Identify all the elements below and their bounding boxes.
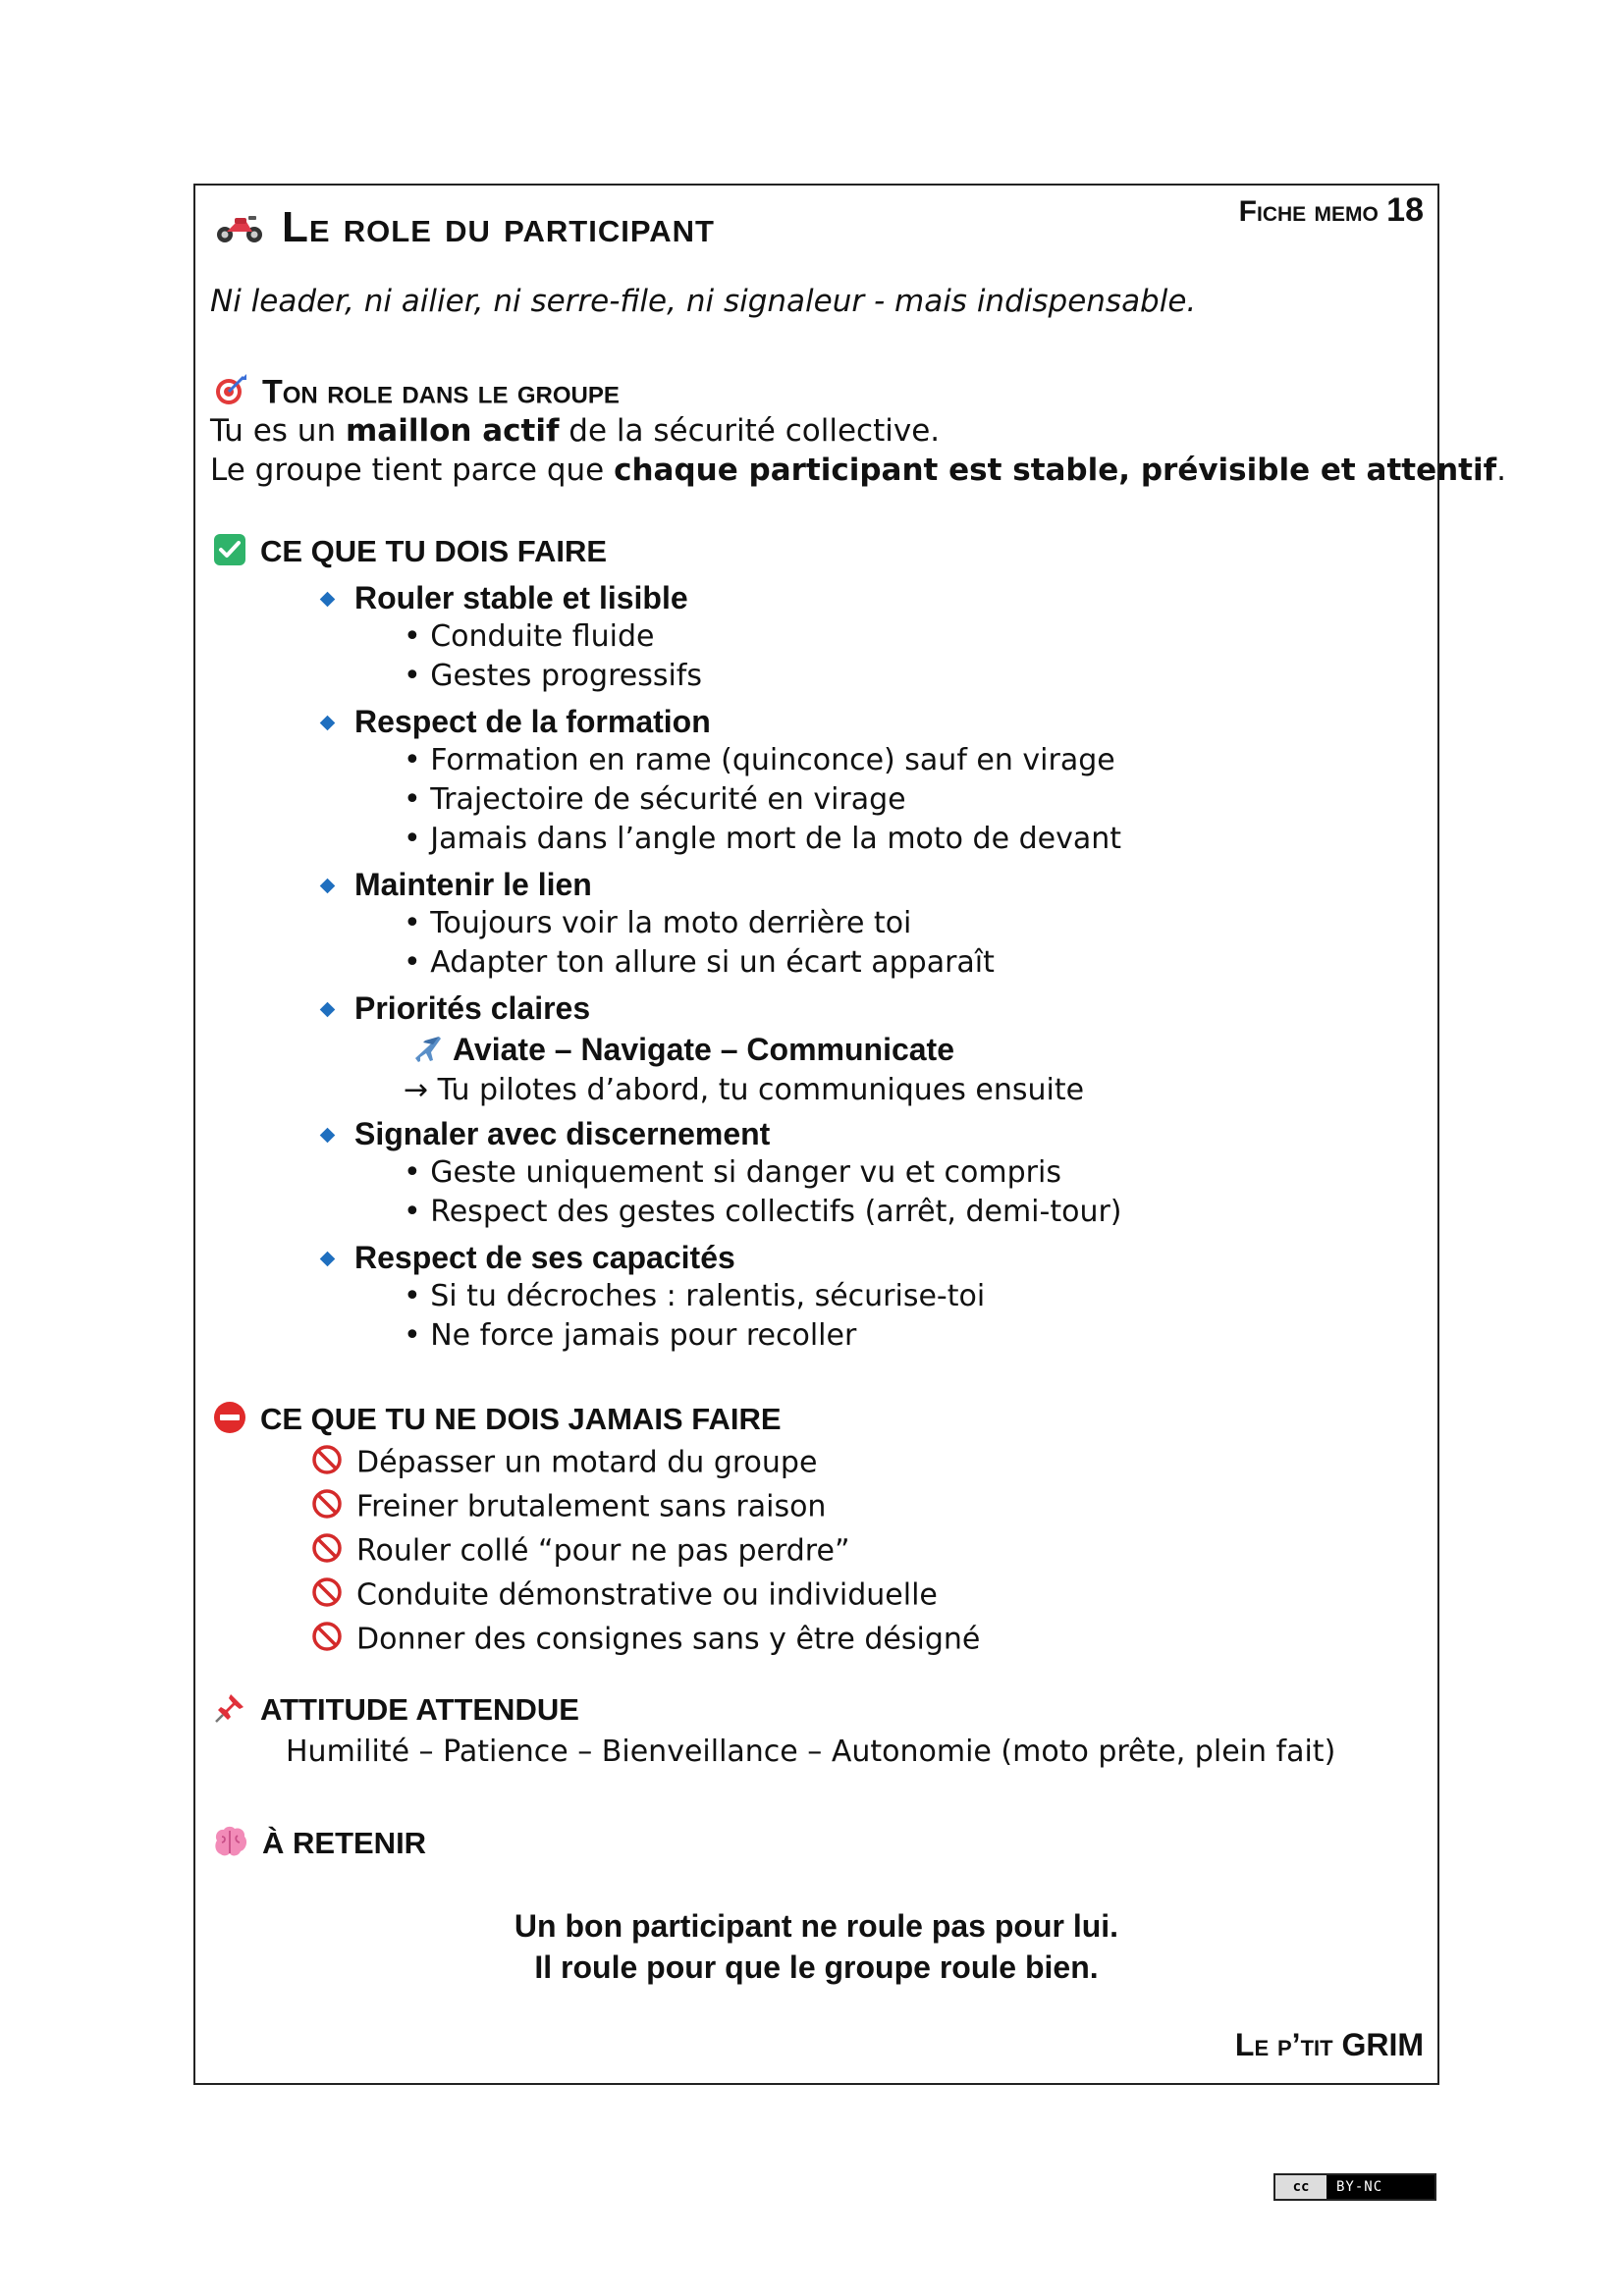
dont-item-5-text: Donner des consignes sans y être désigné — [356, 1622, 981, 1657]
role-line-2-pre: Le groupe tient parce que — [210, 453, 615, 488]
role-line-2-bold: chaque participant est stable, prévisible et attentif — [614, 453, 1497, 488]
do-item-2-bullet-2: • Trajectoire de sécurité en virage — [404, 782, 906, 817]
target-icon — [213, 372, 248, 416]
dont-item-4-text: Conduite démonstrative ou individuelle — [356, 1577, 938, 1613]
do-heading — [213, 533, 607, 574]
do-item-2-title — [322, 704, 711, 740]
do-item-4-bullet-1-text: Aviate – Navigate – Communicate — [453, 1032, 954, 1067]
closing-statement — [195, 1905, 1437, 1988]
role-line-1-bold: maillon actif — [345, 413, 560, 449]
diamond-bullet-icon — [320, 879, 336, 894]
closing-line-2: Il roule pour que le groupe roule bien. — [534, 1949, 1099, 1985]
prohibited-icon — [311, 1444, 343, 1483]
prohibited-icon — [311, 1532, 343, 1572]
dont-item-3-text: Rouler collé “pour ne pas perdre” — [356, 1533, 850, 1569]
do-item-3-bullet-2: • Adapter ton allure si un écart apparaît — [404, 945, 995, 980]
signature: Le p’tit GRIM — [1234, 2027, 1424, 2062]
do-item-1-title — [322, 580, 688, 616]
do-item-1-text: Rouler stable et lisible — [354, 580, 688, 615]
do-item-6-text: Respect de ses capacités — [354, 1240, 735, 1275]
prohibited-icon — [311, 1576, 343, 1616]
checkmark-icon — [213, 533, 246, 574]
do-item-5-text: Signaler avec discernement — [354, 1116, 771, 1151]
dont-item-1-text: Dépasser un motard du groupe — [356, 1445, 818, 1480]
fiche-label-text: Fiche memo — [1238, 195, 1379, 228]
role-heading-text: Ton role dans le groupe — [262, 373, 620, 411]
dont-item-2-text: Freiner brutalement sans raison — [356, 1489, 827, 1524]
fiche-number: 18 — [1386, 191, 1424, 229]
do-item-2-text: Respect de la formation — [354, 704, 711, 739]
do-item-4-text: Priorités claires — [354, 990, 591, 1026]
diamond-bullet-icon — [320, 1128, 336, 1144]
do-item-5-title — [322, 1116, 770, 1152]
do-item-1-bullet-1: • Conduite fluide — [404, 619, 655, 654]
do-item-4-bullet-2: → Tu pilotes d’abord, tu communiques ensuite — [404, 1073, 1085, 1107]
do-item-3-bullet-1: • Toujours voir la moto derrière toi — [404, 906, 912, 940]
dont-item-1 — [311, 1444, 817, 1483]
dont-item-4 — [311, 1576, 938, 1616]
no-entry-icon — [213, 1401, 246, 1442]
tagline: Ni leader, ni ailier, ni serre-file, ni signaleur - mais indispensable. — [210, 284, 1197, 319]
do-item-3-title — [322, 867, 592, 903]
diamond-bullet-icon — [320, 716, 336, 731]
role-line-1-pre: Tu es un — [210, 413, 346, 449]
do-item-5-bullet-2: • Respect des gestes collectifs (arrêt, demi-tour) — [404, 1195, 1122, 1229]
do-item-6-title — [322, 1240, 735, 1276]
do-item-2-bullet-3: • Jamais dans l’angle mort de la moto de devant — [404, 822, 1122, 856]
dont-item-2 — [311, 1488, 826, 1527]
do-item-3-text: Maintenir le lien — [354, 867, 592, 902]
attitude-heading-text: ATTITUDE ATTENDUE — [260, 1692, 579, 1728]
do-heading-text: CE QUE TU DOIS FAIRE — [260, 534, 608, 569]
pushpin-icon — [213, 1691, 246, 1733]
license-badge — [1273, 2173, 1436, 2201]
prohibited-icon — [311, 1621, 343, 1660]
retenir-heading — [213, 1825, 426, 1866]
dont-item-3 — [311, 1532, 850, 1572]
role-line-1 — [210, 413, 940, 449]
retenir-heading-text: À RETENIR — [262, 1826, 427, 1861]
do-item-2-bullet-1: • Formation en rame (quinconce) sauf en virage — [404, 743, 1115, 777]
license-text: BY-NC — [1336, 2179, 1383, 2195]
do-item-5-bullet-1: • Geste uniquement si danger vu et compris — [404, 1155, 1061, 1190]
role-line-1-post: de la sécurité collective. — [559, 413, 941, 449]
cc-logo: cc — [1275, 2175, 1326, 2199]
diamond-bullet-icon — [320, 592, 336, 608]
dont-heading — [213, 1401, 782, 1442]
role-line-2 — [210, 453, 1506, 488]
do-item-6-bullet-1: • Si tu décroches : ralentis, sécurise-toi — [404, 1279, 986, 1313]
attitude-heading — [213, 1691, 579, 1733]
page-title: Le role du participant — [282, 203, 715, 251]
memo-sheet — [193, 184, 1506, 2085]
role-heading — [213, 372, 620, 416]
do-item-4-title — [322, 990, 590, 1027]
closing-line-1: Un bon participant ne roule pas pour lui. — [514, 1908, 1119, 1944]
brain-icon — [213, 1825, 248, 1866]
dont-item-5 — [311, 1621, 980, 1660]
diamond-bullet-icon — [320, 1002, 336, 1018]
do-item-1-bullet-2: • Gestes progressifs — [404, 659, 702, 693]
do-item-4-bullet-1 — [411, 1032, 954, 1072]
attitude-text: Humilité – Patience – Bienveillance – Autonomie (moto prête, plein fait) — [286, 1735, 1336, 1769]
motorcycle-icon — [215, 210, 264, 249]
dont-heading-text: CE QUE TU NE DOIS JAMAIS FAIRE — [260, 1402, 782, 1437]
airplane-icon — [411, 1033, 443, 1072]
do-item-6-bullet-2: • Ne force jamais pour recoller — [404, 1318, 857, 1353]
prohibited-icon — [311, 1488, 343, 1527]
role-line-2-post: . — [1496, 453, 1506, 488]
diamond-bullet-icon — [320, 1252, 336, 1267]
fiche-label — [1239, 191, 1424, 230]
